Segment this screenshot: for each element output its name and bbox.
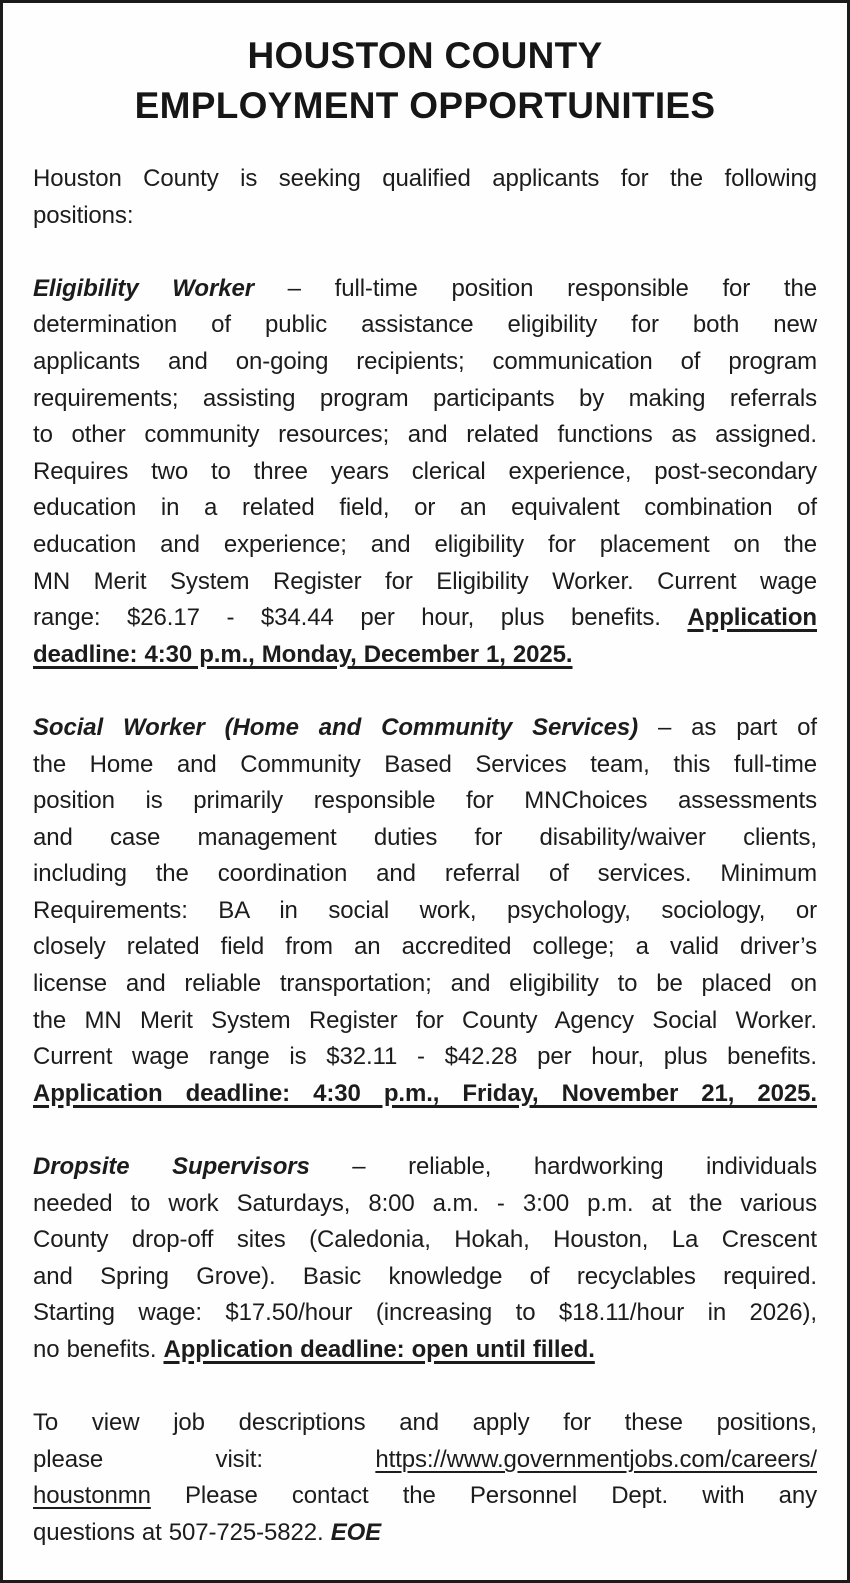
- dropsite-supervisors-paragraph: [33, 1149, 817, 1369]
- text-run: and case management duties for disability/waiver clients,: [33, 823, 817, 851]
- text-line: [33, 527, 817, 564]
- text-line: [33, 344, 817, 381]
- text-run: the MN Merit System Register for County Agency Social Worker.: [33, 1006, 817, 1034]
- job-title: Eligibility Worker: [33, 274, 254, 302]
- text-run: Houston County is seeking qualified applicants for the following: [33, 165, 817, 192]
- text-run: position is primarily responsible for MNChoices assessments: [33, 787, 817, 815]
- ad-title: [33, 31, 817, 131]
- text-run: to other community resources; and related functions as assigned.: [33, 421, 817, 449]
- text-run: please visit:: [33, 1445, 376, 1473]
- text-line: [33, 564, 817, 601]
- text-line: [33, 161, 817, 198]
- text-run: education in a related field, or an equivalent combination of: [33, 494, 817, 522]
- text-run: questions at 507-725-5822.: [33, 1518, 331, 1546]
- ad-body: [33, 161, 817, 1552]
- text-line: [33, 307, 817, 344]
- text-run: County drop-off sites (Caledonia, Hokah, Houston, La Crescent: [33, 1226, 817, 1254]
- text-line: [33, 1186, 817, 1223]
- text-line: [33, 1332, 817, 1369]
- text-line: [33, 783, 817, 820]
- text-line: [33, 637, 817, 674]
- text-run: Requirements: BA in social work, psychology, sociology, or: [33, 896, 817, 924]
- text-line: [33, 1039, 817, 1076]
- text-run: range: $26.17 - $34.44 per hour, plus benefits.: [33, 604, 688, 632]
- text-run: Please contact the Personnel Dept. with any: [150, 1482, 817, 1510]
- text-line: [33, 820, 817, 857]
- text-line: [33, 490, 817, 527]
- text-run: To view job descriptions and apply for these positions,: [33, 1409, 817, 1437]
- text-run: positions:: [33, 201, 134, 229]
- careers-url-text: houstonmn: [33, 1482, 151, 1510]
- text-line: [33, 271, 817, 308]
- text-line: [33, 929, 817, 966]
- ad-title-line2: EMPLOYMENT OPPORTUNITIES: [134, 85, 716, 126]
- text-line: [33, 710, 817, 747]
- text-line: [33, 1076, 817, 1113]
- text-run: needed to work Saturdays, 8:00 a.m. - 3:00 p.m. at the various: [33, 1189, 817, 1217]
- text-line: [33, 1515, 817, 1552]
- text-line: [33, 454, 817, 491]
- text-run: – full-time position responsible for the: [253, 274, 817, 302]
- text-run: education and experience; and eligibility for placement on the: [33, 530, 817, 558]
- text-run: requirements; assisting program participants by making referrals: [33, 384, 817, 412]
- text-line: [33, 856, 817, 893]
- eligibility-worker-paragraph: [33, 271, 817, 674]
- apply-info-paragraph: [33, 1405, 817, 1551]
- ad-title-line1: HOUSTON COUNTY: [247, 35, 603, 76]
- text-line: [33, 1149, 817, 1186]
- text-run: Starting wage: $17.50/hour (increasing to $18.11/hour in 2026),: [33, 1299, 817, 1327]
- text-run: Current wage range is $32.11 - $42.28 per hour, plus benefits.: [33, 1043, 817, 1071]
- text-line: [33, 1259, 817, 1296]
- text-run: no benefits.: [33, 1336, 164, 1363]
- text-run: license and reliable transportation; and eligibility to be placed on: [33, 970, 817, 998]
- text-line: [33, 198, 817, 235]
- text-line: [33, 381, 817, 418]
- text-run: – reliable, hardworking individuals: [309, 1153, 817, 1181]
- text-line: [33, 893, 817, 930]
- text-line: [33, 1222, 817, 1259]
- text-run: determination of public assistance eligibility for both new: [33, 311, 817, 339]
- text-run: and Spring Grove). Basic knowledge of recyclables required.: [33, 1262, 817, 1290]
- text-line: [33, 1478, 817, 1515]
- job-title: Dropsite Supervisors: [33, 1153, 310, 1181]
- text-run: – as part of: [638, 713, 817, 741]
- social-worker-paragraph: [33, 710, 817, 1113]
- text-line: [33, 1295, 817, 1332]
- text-line: [33, 600, 817, 637]
- job-title: Social Worker (Home and Community Services): [33, 713, 638, 741]
- text-run: including the coordination and referral of services. Minimum: [33, 860, 817, 888]
- text-run: applicants and on-going recipients; communication of program: [33, 347, 817, 375]
- text-line: [33, 1405, 817, 1442]
- text-run: closely related field from an accredited college; a valid driver’s: [33, 933, 817, 961]
- careers-url-text: https://www.governmentjobs.com/careers/: [375, 1445, 817, 1473]
- deadline-emphasis: Application: [687, 604, 817, 632]
- text-run: MN Merit System Register for Eligibility Worker. Current wage: [33, 567, 817, 595]
- deadline-emphasis: deadline: 4:30 p.m., Monday, December 1, 2025.: [33, 640, 573, 668]
- deadline-emphasis: Application deadline: open until filled.: [163, 1336, 595, 1363]
- text-line: [33, 1003, 817, 1040]
- intro-paragraph: [33, 161, 817, 234]
- text-line: [33, 747, 817, 784]
- text-line: [33, 1442, 817, 1479]
- text-run: the Home and Community Based Services team, this full-time: [33, 750, 817, 778]
- deadline-emphasis: Application deadline: 4:30 p.m., Friday, November 21, 2025.: [33, 1079, 817, 1107]
- text-run: Requires two to three years clerical experience, post-secondary: [33, 457, 817, 485]
- eoe-text: EOE: [330, 1518, 382, 1546]
- text-line: [33, 417, 817, 454]
- text-line: [33, 966, 817, 1003]
